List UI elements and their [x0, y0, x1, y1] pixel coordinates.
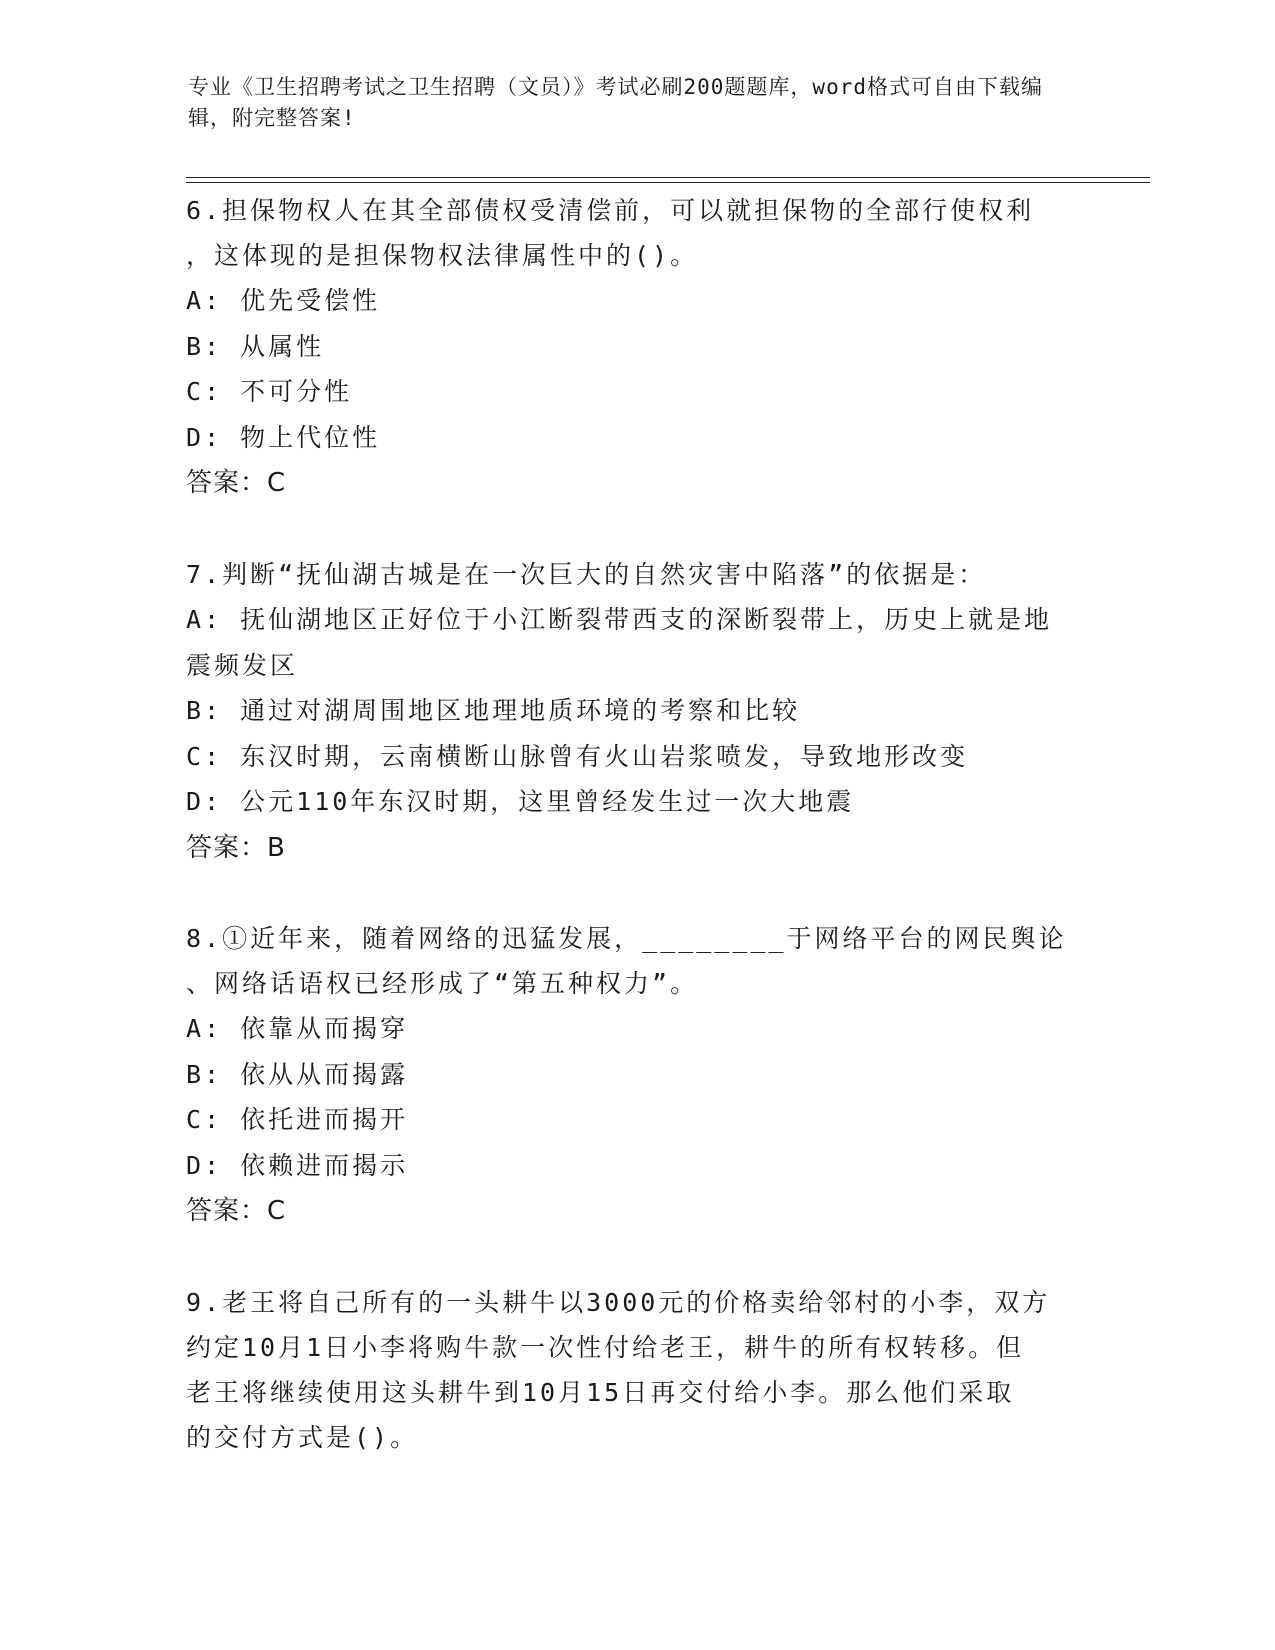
question-stem-line: 6.担保物权人在其全部债权受清偿前，可以就担保物的全部行使权利: [186, 196, 1035, 225]
answer-line: 答案：C: [186, 468, 287, 498]
option-b: B: 通过对湖周围地区地理地质环境的考察和比较: [186, 696, 801, 725]
question-stem-line: ，这体现的是担保物权法律属性中的()。: [186, 241, 699, 270]
question-9: [186, 1280, 1086, 1460]
header-divider-bottom: [186, 182, 1150, 183]
answer-line: 答案：B: [186, 832, 286, 863]
option-b: B: 从属性: [186, 331, 325, 361]
option-d: D: 公元110年东汉时期，这里曾经发生过一次大地震: [186, 787, 855, 816]
question-8: [186, 916, 1086, 1234]
question-6: [186, 188, 1086, 506]
question-stem-line: 8.①近年来，随着网络的迅猛发展，________于网络平台的网民舆论: [186, 924, 1067, 953]
header-divider-top: [186, 177, 1150, 178]
page-header: 专业《卫生招聘考试之卫生招聘（文员）》考试必刷200题题库，word格式可自由下载编辑，附完整答案!: [188, 75, 1043, 130]
question-stem-line: 的交付方式是()。: [186, 1423, 419, 1452]
option-d: D: 依赖进而揭示: [186, 1150, 409, 1180]
question-7: [186, 552, 1086, 871]
option-a: A: 优先受偿性: [186, 286, 381, 315]
option-a-continued: 震频发区: [186, 650, 299, 680]
question-stem-line: 约定10月1日小李将购牛款一次性付给老王，耕牛的所有权转移。但: [186, 1333, 1025, 1362]
answer-line: 答案：C: [186, 1196, 287, 1226]
option-c: C: 依托进而揭开: [186, 1105, 409, 1134]
option-a: A: 依靠从而揭穿: [186, 1014, 409, 1043]
question-stem-line: 老王将继续使用这头耕牛到10月15日再交付给小李。那么他们采取: [186, 1378, 1015, 1407]
question-stem-line: 、网络话语权已经形成了“第五种权力”。: [186, 969, 699, 998]
question-stem-line: 7.判断“抚仙湖古城是在一次巨大的自然灾害中陷落”的依据是：: [186, 560, 987, 589]
option-c: C: 不可分性: [186, 377, 353, 406]
question-stem-line: 9.老王将自己所有的一头耕牛以3000元的价格卖给邻村的小李，双方: [186, 1288, 1051, 1317]
option-b: B: 依从从而揭露: [186, 1059, 409, 1089]
option-c: C: 东汉时期，云南横断山脉曾有火山岩浆喷发，导致地形改变: [186, 741, 969, 771]
option-a: A: 抚仙湖地区正好位于小江断裂带西支的深断裂带上，历史上就是地: [186, 605, 1053, 634]
option-d: D: 物上代位性: [186, 422, 381, 452]
